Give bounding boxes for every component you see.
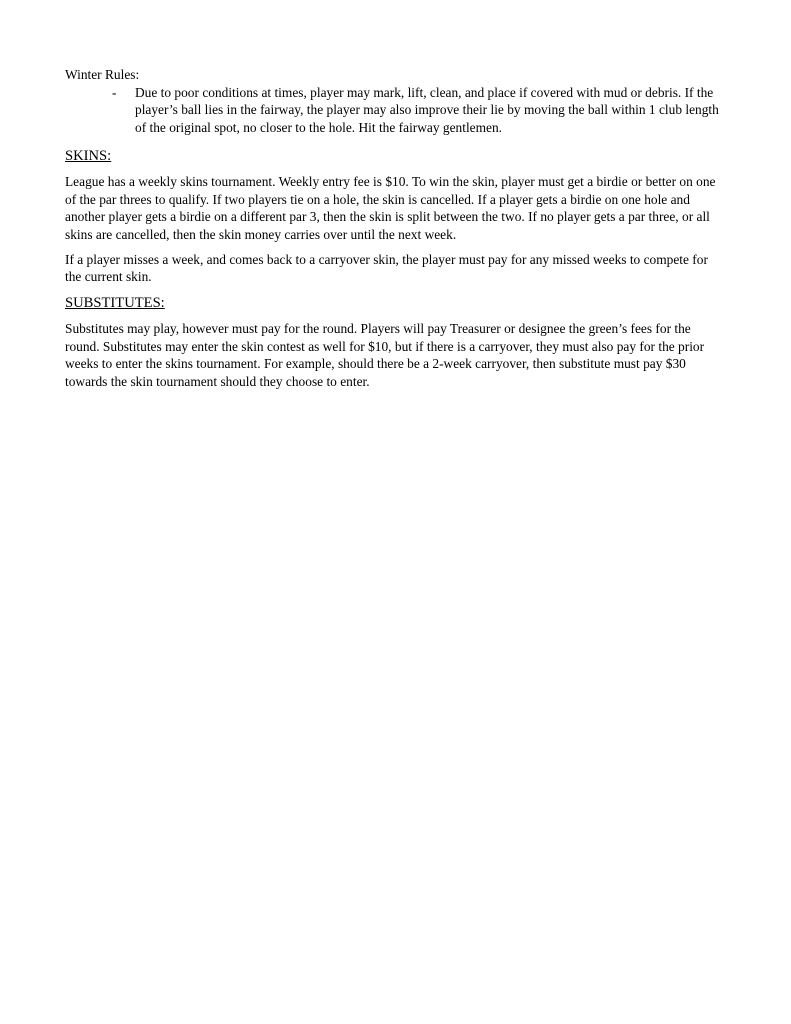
substitutes-heading: SUBSTITUTES: bbox=[65, 295, 165, 312]
skins-paragraph: If a player misses a week, and comes back to a carryover skin, the player must pay for any missed weeks to compete for the current skin. bbox=[65, 251, 708, 285]
bullet-dash: - bbox=[112, 84, 117, 100]
winter-rules-bullet-text: Due to poor conditions at times, player may mark, lift, clean, and place if covered with mud or debris. If the player’s ball lies in the fairway, the player may also improve their lie by moving the ball within 1 club length of the original spot, no closer to the hole. Hit the fairway gentlemen. bbox=[135, 84, 719, 136]
skins-paragraph: League has a weekly skins tournament. Weekly entry fee is $10. To win the skin, player must get a birdie or better on one of the par threes to qualify. If two players tie on a hole, the skin is cancelled. If a player gets a birdie on one hole and another player gets a birdie on a different par 3, then the skin is split between the two. If no player gets a par three, or all skins are cancelled, then the skin money carries over until the next week. bbox=[65, 173, 716, 242]
skins-heading: SKINS: bbox=[65, 147, 112, 164]
winter-rules-bullet bbox=[65, 84, 725, 137]
winter-rules-heading: Winter Rules: bbox=[65, 67, 140, 82]
document-page bbox=[65, 66, 725, 391]
substitutes-paragraph: Substitutes may play, however must pay for the round. Players will pay Treasurer or designee the green’s fees for the round. Substitutes may enter the skin contest as well for $10, but if there is a carryover, they must also pay for the prior weeks to enter the skins tournament. For example, should there be a 2-week carryover, then substitute must pay $30 towards the skin tournament should they choose to enter. bbox=[65, 321, 705, 390]
